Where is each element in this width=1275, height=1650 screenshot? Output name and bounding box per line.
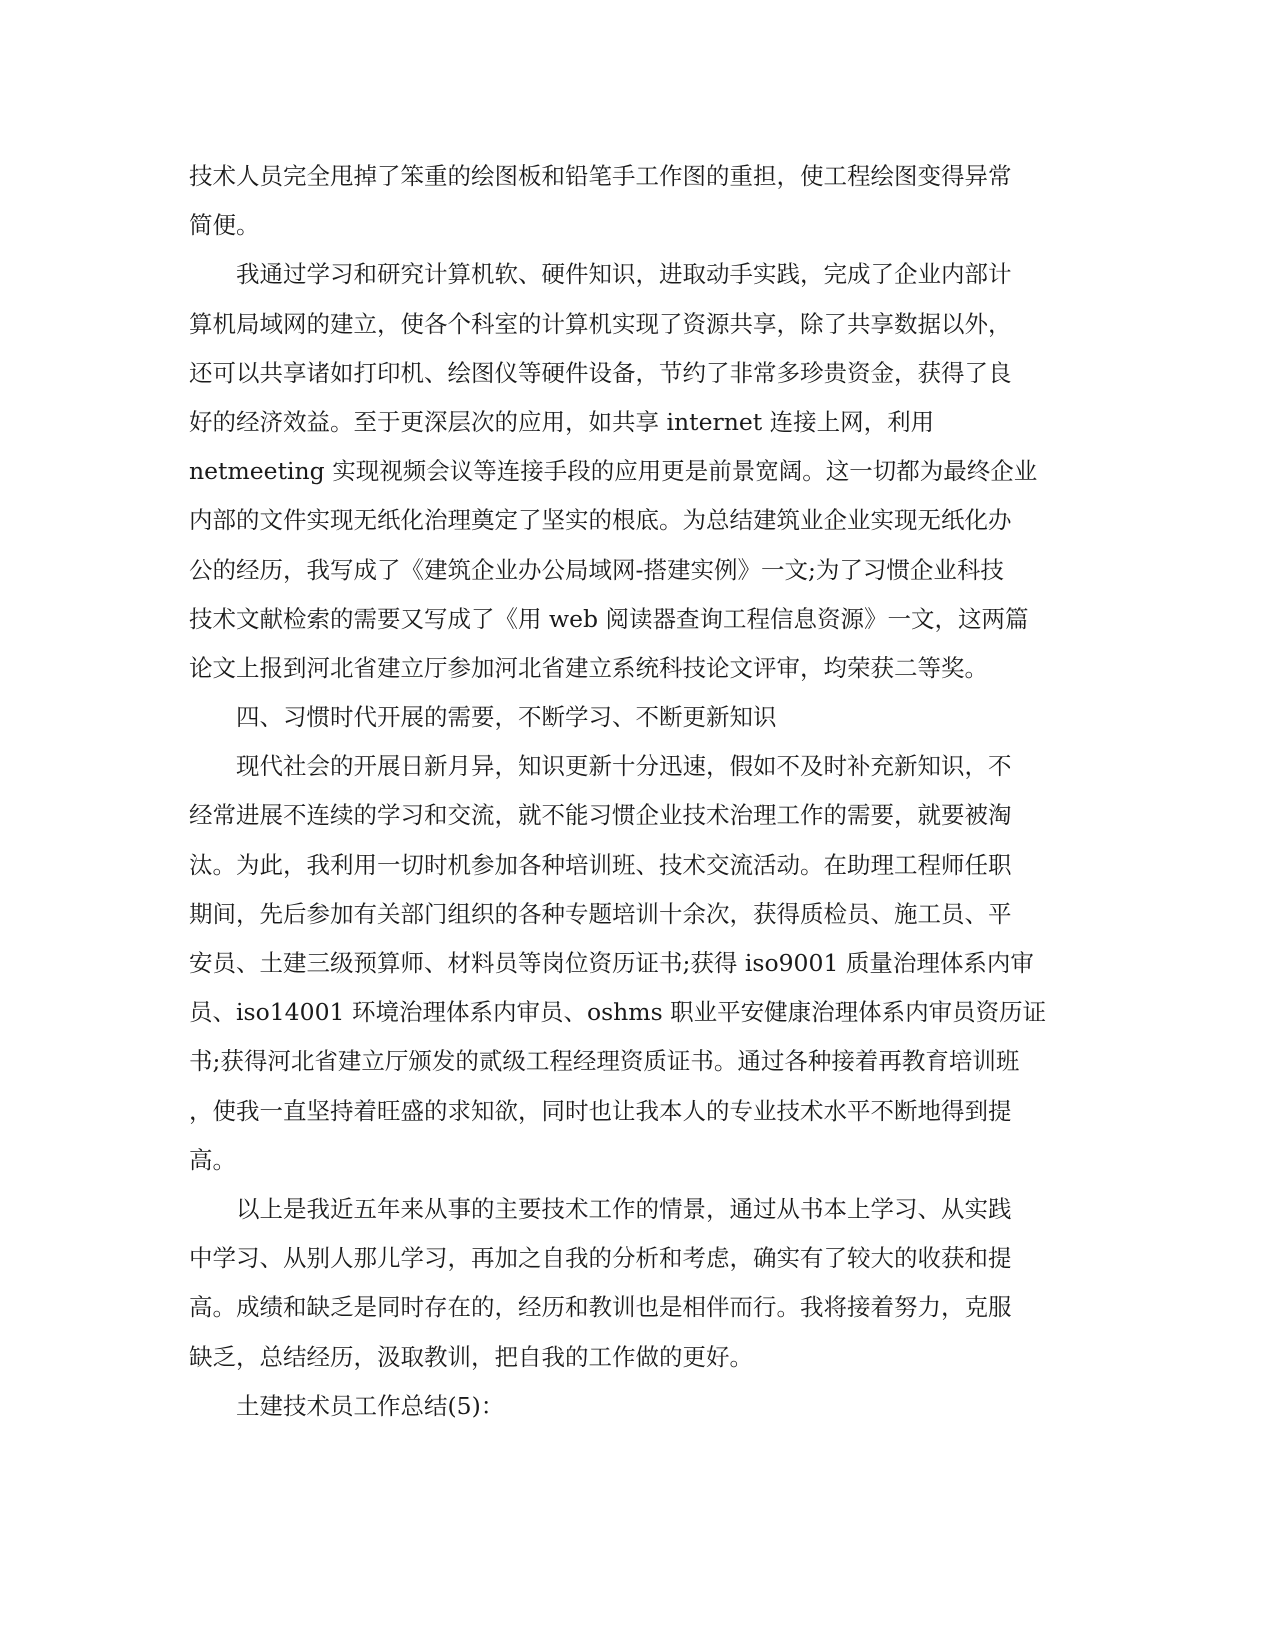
body-line: 简便。 <box>189 211 260 240</box>
body-line: 以上是我近五年来从事的主要技术工作的情景，通过从书本上学习、从实践 <box>236 1194 1012 1223</box>
body-line: 缺乏，总结经历，汲取教训，把自我的工作做的更好。 <box>189 1342 753 1371</box>
body-line: netmeeting 实现视频会议等连接手段的应用更是前景宽阔。这一切都为最终企业 <box>189 457 1038 486</box>
body-line: 高。成绩和缺乏是同时存在的，经历和教训也是相伴而行。我将接着努力，克服 <box>189 1293 1012 1322</box>
body-line: 公的经历，我写成了《建筑企业办公局域网-搭建实例》一文;为了习惯企业科技 <box>189 555 1004 584</box>
body-line: 技术人员完全甩掉了笨重的绘图板和铅笔手工作图的重担，使工程绘图变得异常 <box>189 162 1012 190</box>
body-line: 现代社会的开展日新月异，知识更新十分迅速，假如不及时补充新知识，不 <box>236 752 1012 781</box>
body-line: 好的经济效益。至于更深层次的应用，如共享 internet 连接上网，利用 <box>189 407 935 436</box>
body-line: 还可以共享诸如打印机、绘图仪等硬件设备，节约了非常多珍贵资金，获得了良 <box>189 358 1012 387</box>
body-line: ，使我一直坚持着旺盛的求知欲，同时也让我本人的专业技术水平不断地得到提 <box>189 1096 1012 1125</box>
body-line: 高。 <box>189 1145 236 1174</box>
body-line: 书;获得河北省建立厅颁发的贰级工程经理资质证书。通过各种接着再教育培训班 <box>189 1047 1020 1076</box>
body-line: 中学习、从别人那儿学习，再加之自我的分析和考虑，确实有了较大的收获和提 <box>189 1244 1012 1273</box>
body-line: 期间，先后参加有关部门组织的各种专题培训十余次，获得质检员、施工员、平 <box>189 899 1012 928</box>
section-heading: 土建技术员工作总结(5)： <box>236 1391 505 1420</box>
body-line: 内部的文件实现无纸化治理奠定了坚实的根底。为总结建筑业企业实现无纸化办 <box>189 506 1012 535</box>
section-heading: 四、习惯时代开展的需要，不断学习、不断更新知识 <box>236 703 777 732</box>
body-line: 技术文献检索的需要又写成了《用 web 阅读器查询工程信息资源》一文，这两篇 <box>189 604 1029 633</box>
body-line: 算机局域网的建立，使各个科室的计算机实现了资源共享，除了共享数据以外， <box>189 309 1012 338</box>
body-line: 我通过学习和研究计算机软、硬件知识，进取动手实践，完成了企业内部计 <box>236 260 1012 289</box>
body-line: 经常进展不连续的学习和交流，就不能习惯企业技术治理工作的需要，就要被淘 <box>189 801 1012 830</box>
body-line: 安员、土建三级预算师、材料员等岗位资历证书;获得 iso9001 质量治理体系内审 <box>189 949 1034 977</box>
body-line: 汰。为此，我利用一切时机参加各种培训班、技术交流活动。在助理工程师任职 <box>189 850 1012 879</box>
body-line: 员、iso14001 环境治理体系内审员、oshms 职业平安健康治理体系内审员资历证 <box>189 998 1047 1027</box>
document-body <box>189 152 1069 1431</box>
body-line: 论文上报到河北省建立厅参加河北省建立系统科技论文评审，均荣获二等奖。 <box>189 653 988 682</box>
